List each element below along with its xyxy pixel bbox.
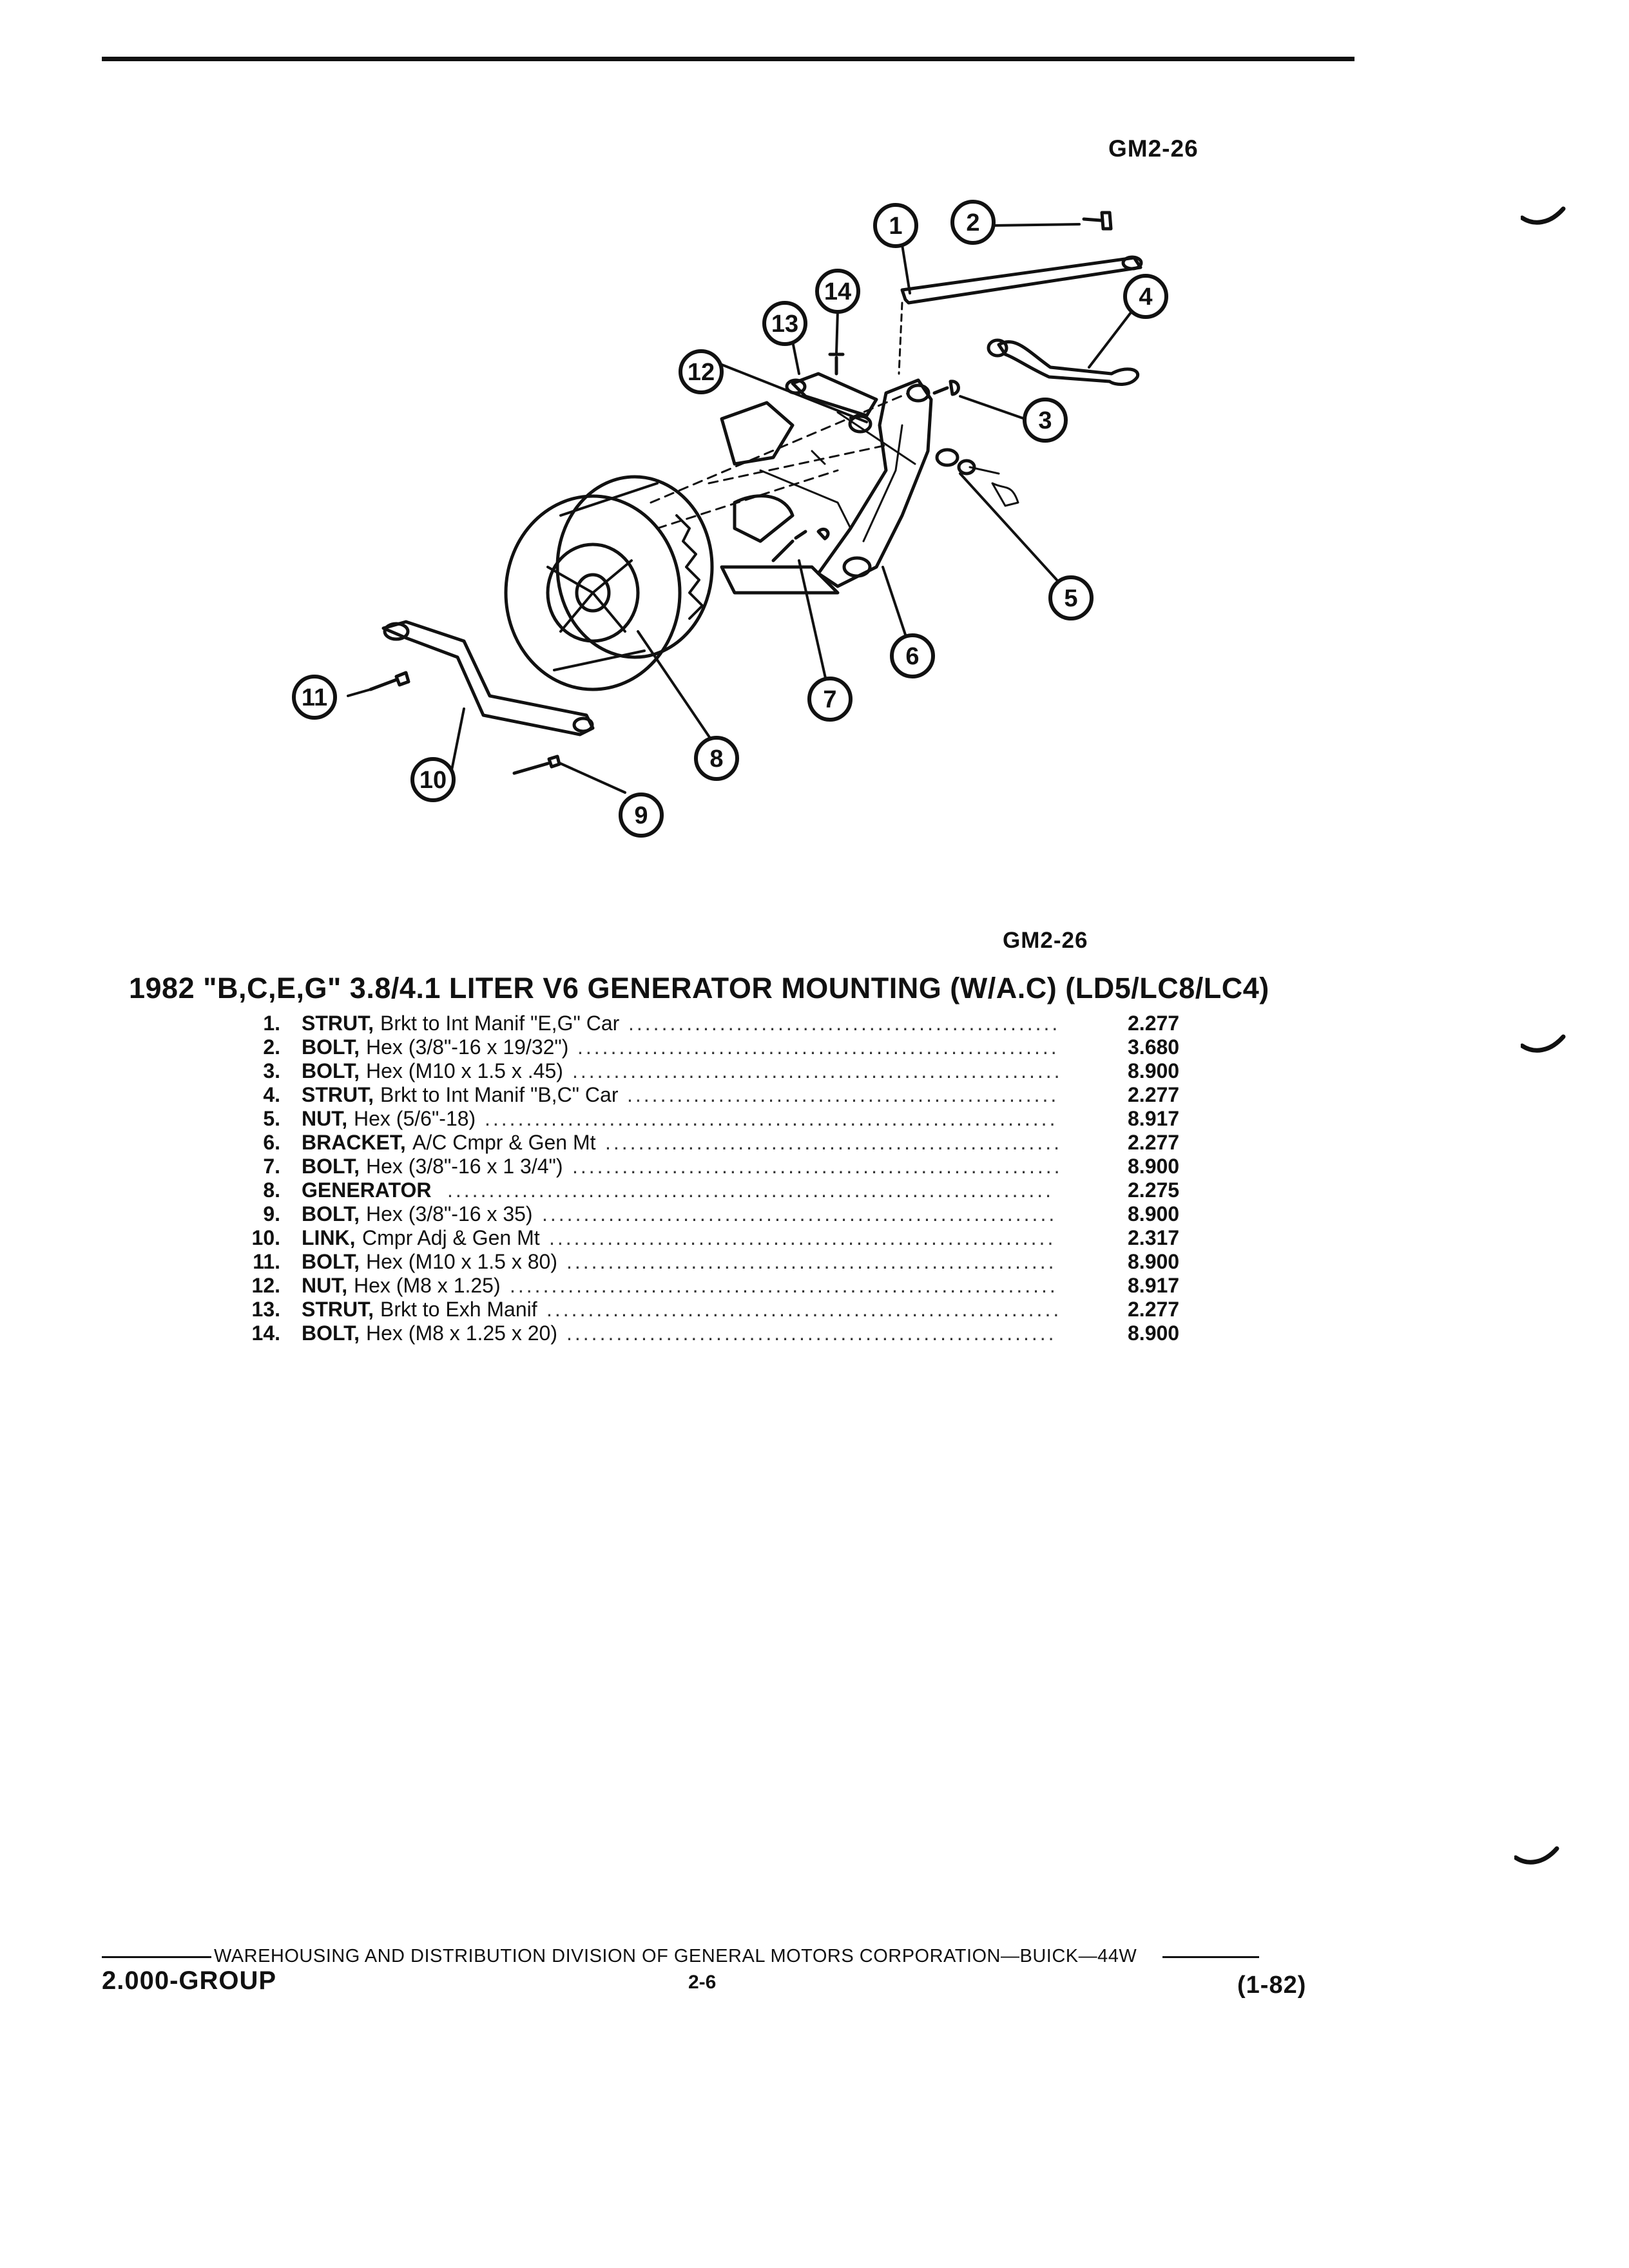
- bolt-9-drawing: [514, 756, 559, 773]
- dot-leader: .....................................................................: [485, 1107, 1058, 1130]
- svg-text:5: 5: [1064, 585, 1078, 612]
- dot-leader: .............................................................: [549, 1226, 1056, 1249]
- callout-7: [809, 678, 851, 720]
- part-description: Brkt to Int Manif "B,C" Car: [380, 1083, 619, 1106]
- part-group-code: 2.277: [1128, 1298, 1180, 1321]
- callout-6: [892, 635, 933, 677]
- part-name: NUT,: [302, 1107, 348, 1130]
- part-name: LINK,: [302, 1226, 356, 1249]
- part-number: 8.: [263, 1178, 280, 1202]
- part-name: BOLT,: [302, 1155, 360, 1178]
- part-group-code: 8.900: [1128, 1250, 1180, 1273]
- top-rule: [102, 57, 1354, 61]
- svg-text:9: 9: [634, 802, 648, 829]
- part-group-code: 2.277: [1128, 1131, 1180, 1154]
- part-row: [219, 1107, 1224, 1131]
- part-group-code: 8.917: [1128, 1274, 1180, 1297]
- part-description: Hex (M8 x 1.25): [354, 1274, 501, 1297]
- svg-text:7: 7: [823, 686, 837, 713]
- callout-5: [1050, 577, 1092, 619]
- part-name: STRUT,: [302, 1083, 374, 1106]
- part-name: STRUT,: [302, 1012, 374, 1035]
- binder-mark-middle: [1521, 1034, 1566, 1060]
- part-number: 2.: [263, 1035, 280, 1059]
- svg-text:3: 3: [1038, 407, 1052, 434]
- part-number: 11.: [253, 1250, 280, 1273]
- nut-5-drawing: [937, 450, 958, 465]
- part-name: BOLT,: [302, 1035, 360, 1059]
- part-group-code: 3.680: [1128, 1035, 1180, 1059]
- part-group-code: 2.277: [1128, 1083, 1180, 1106]
- part-row: [219, 1035, 1224, 1059]
- footer-group: 2.000-GROUP: [102, 1966, 277, 1995]
- part-row: [219, 1131, 1224, 1155]
- bolt-7-drawing: [773, 529, 828, 561]
- part-number: 12.: [251, 1274, 280, 1297]
- binder-mark-bottom: [1514, 1846, 1559, 1872]
- part-number: 13.: [251, 1298, 280, 1321]
- part-row: [219, 1274, 1224, 1298]
- part-group-code: 8.900: [1128, 1155, 1180, 1178]
- dot-leader: ..............................................................: [546, 1298, 1062, 1321]
- footer-page-number: 2-6: [688, 1972, 717, 1993]
- part-name: GENERATOR: [302, 1178, 432, 1202]
- parts-list: [219, 1012, 1224, 1345]
- bolt-3-drawing: [934, 381, 958, 394]
- diagram-svg: [258, 180, 1263, 857]
- part-description: Hex (5/6"-18): [354, 1107, 476, 1130]
- part-description: Hex (M8 x 1.25 x 20): [366, 1321, 557, 1345]
- part-group-code: 8.900: [1128, 1059, 1180, 1082]
- callout-11: [294, 677, 335, 718]
- part-name: BOLT,: [302, 1202, 360, 1225]
- svg-text:11: 11: [301, 684, 328, 711]
- svg-text:2: 2: [966, 209, 980, 236]
- figure-code-bottom: GM2-26: [1003, 928, 1088, 953]
- svg-text:10: 10: [419, 767, 447, 794]
- dot-leader: ....................................................: [628, 1012, 1061, 1035]
- callout-14: [817, 271, 858, 312]
- part-group-code: 8.900: [1128, 1202, 1180, 1225]
- link-10-drawing: [383, 622, 593, 735]
- callout-12: [680, 351, 722, 392]
- part-group-code: 8.900: [1128, 1321, 1180, 1345]
- part-row: [219, 1202, 1224, 1226]
- svg-text:1: 1: [889, 213, 903, 240]
- part-number: 5.: [263, 1107, 280, 1130]
- part-row: [219, 1059, 1224, 1083]
- dot-leader: ...........................................................: [572, 1059, 1063, 1082]
- part-number: 6.: [263, 1131, 280, 1154]
- part-row: [219, 1250, 1224, 1274]
- part-description: Brkt to Exh Manif: [380, 1298, 537, 1321]
- generator-8-drawing: [506, 477, 712, 689]
- dot-leader: ...........................................................: [572, 1155, 1063, 1178]
- part-description: Hex (3/8"-16 x 35): [366, 1202, 533, 1225]
- part-description: Hex (3/8"-16 x 1 3/4"): [366, 1155, 563, 1178]
- figure-code-top: GM2-26: [1108, 135, 1199, 162]
- exploded-parts-diagram: [258, 180, 1263, 857]
- part-row: [219, 1321, 1224, 1345]
- callout-4: [1125, 276, 1166, 317]
- footer-publisher: WAREHOUSING AND DISTRIBUTION DIVISION OF GENERAL MOTORS CORPORATION—BUICK—44W: [214, 1946, 1137, 1966]
- dot-leader: ....................................................: [627, 1083, 1059, 1106]
- svg-text:12: 12: [687, 359, 715, 386]
- part-name: BOLT,: [302, 1250, 360, 1273]
- part-row: [219, 1298, 1224, 1321]
- callout-13: [764, 303, 805, 344]
- page-title: 1982 "B,C,E,G" 3.8/4.1 LITER V6 GENERATOR MOUNTING (W/A.C) (LD5/LC8/LC4): [129, 972, 1269, 1004]
- part-number: 9.: [263, 1202, 280, 1225]
- part-group-code: 8.917: [1128, 1107, 1180, 1130]
- part-name: BRACKET,: [302, 1131, 406, 1154]
- callout-8: [696, 738, 737, 779]
- part-number: 14.: [251, 1321, 280, 1345]
- part-row: [219, 1226, 1224, 1250]
- part-name: STRUT,: [302, 1298, 374, 1321]
- dot-leader: ..............................................................: [542, 1202, 1057, 1225]
- callout-10: [412, 759, 454, 800]
- part-description: A/C Cmpr & Gen Mt: [412, 1131, 596, 1154]
- part-group-code: 2.277: [1128, 1012, 1180, 1035]
- footer-revision: (1-82): [1237, 1972, 1307, 1999]
- part-row: [219, 1083, 1224, 1107]
- part-group-code: 2.317: [1128, 1226, 1180, 1249]
- part-group-code: 2.275: [1128, 1178, 1180, 1202]
- part-row: [219, 1155, 1224, 1178]
- part-description: Hex (3/8"-16 x 19/32"): [366, 1035, 569, 1059]
- part-name: BOLT,: [302, 1059, 360, 1082]
- footer-publisher-line: [102, 1946, 1259, 1967]
- footer-rule-left: [102, 1956, 211, 1958]
- part-row: [219, 1012, 1224, 1035]
- svg-text:4: 4: [1139, 284, 1153, 311]
- part-name: BOLT,: [302, 1321, 360, 1345]
- dot-leader: ..................................................................: [510, 1274, 1058, 1297]
- part-number: 4.: [263, 1083, 280, 1106]
- svg-text:13: 13: [771, 311, 799, 338]
- part-number: 10.: [251, 1226, 280, 1249]
- part-description: Cmpr Adj & Gen Mt: [362, 1226, 540, 1249]
- part-row: [219, 1178, 1224, 1202]
- bolt-14-drawing: [830, 354, 843, 374]
- binder-mark-top: [1521, 206, 1566, 232]
- part-description: Hex (M10 x 1.5 x .45): [366, 1059, 563, 1082]
- dot-leader: ...........................................................: [566, 1250, 1057, 1273]
- dot-leader: .......................................................: [605, 1131, 1062, 1154]
- strut-1-drawing: [902, 258, 1141, 303]
- bolt-11-drawing: [371, 673, 409, 689]
- part-description: Brkt to Int Manif "E,G" Car: [380, 1012, 620, 1035]
- part-number: 1.: [263, 1012, 280, 1035]
- callout-1: [875, 205, 916, 246]
- part-name: NUT,: [302, 1274, 348, 1297]
- svg-text:14: 14: [824, 278, 852, 305]
- svg-text:8: 8: [709, 745, 724, 773]
- part-description: Hex (M10 x 1.5 x 80): [366, 1250, 557, 1273]
- callout-3: [1025, 399, 1066, 441]
- callout-9: [621, 794, 662, 836]
- bolt-2-drawing: [1084, 213, 1111, 229]
- footer-rule-right: [1162, 1956, 1259, 1958]
- callout-2: [952, 202, 994, 243]
- dot-leader: .........................................................................: [447, 1178, 1054, 1202]
- bracket-6-drawing: [818, 380, 931, 586]
- part-number: 7.: [263, 1155, 280, 1178]
- svg-text:6: 6: [905, 643, 920, 670]
- part-number: 3.: [263, 1059, 280, 1082]
- dot-leader: ...........................................................: [566, 1321, 1057, 1345]
- dot-leader: ..........................................................: [577, 1035, 1059, 1059]
- strut-4-drawing: [999, 341, 1138, 384]
